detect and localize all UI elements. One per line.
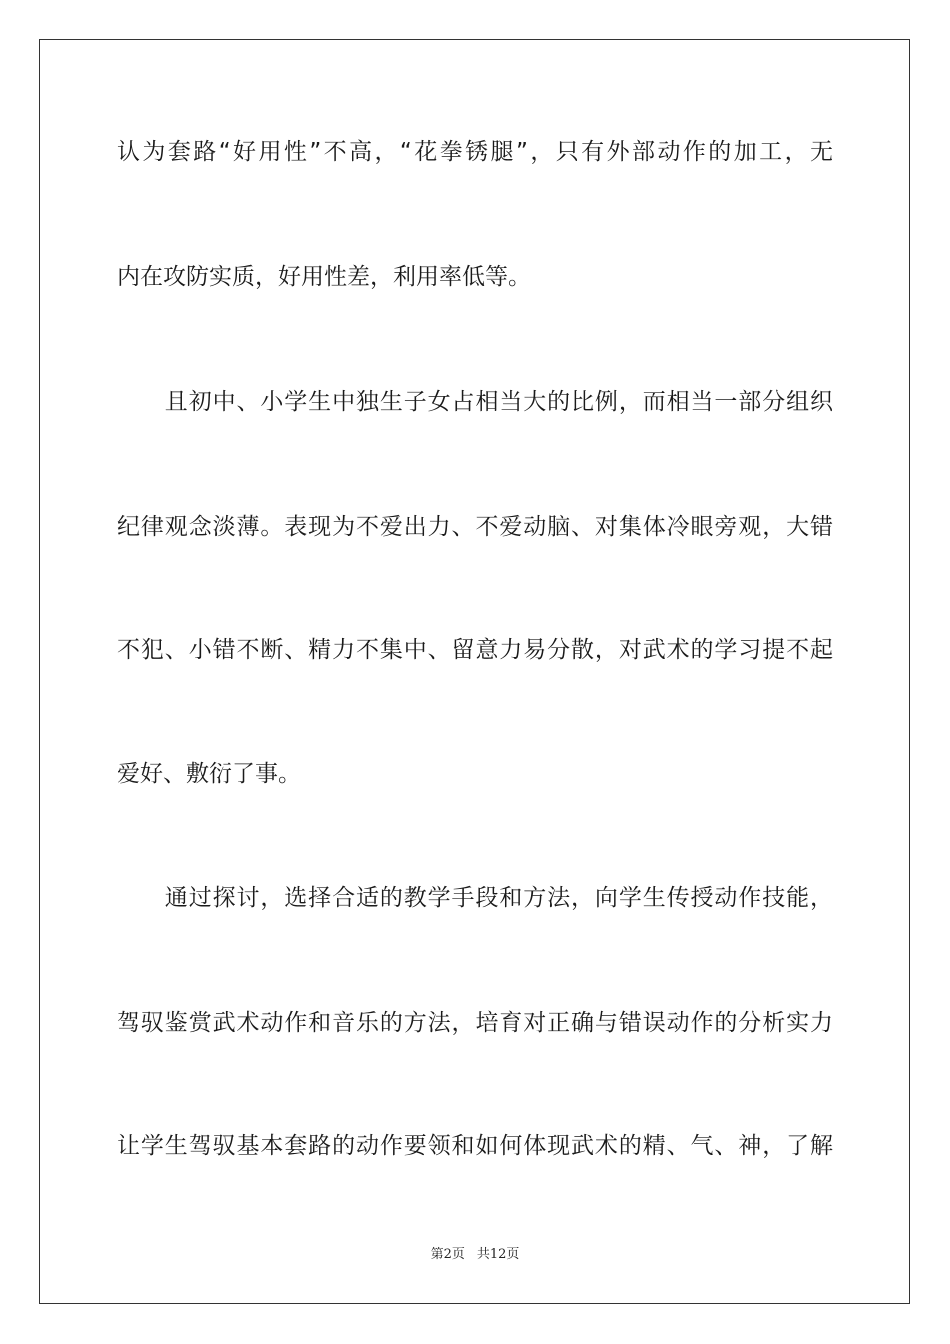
- text-line-3: 且初中、小学生中独生子女占相当大的比例，而相当一部分组织: [117, 389, 833, 415]
- text-line-8: 驾驭鉴赏武术动作和音乐的方法，培育对正确与错误动作的分析实力: [117, 1010, 833, 1036]
- text-line-2: 内在攻防实质，好用性差，利用率低等。: [117, 264, 531, 290]
- page-border: [39, 39, 910, 1304]
- text-line-5: 不犯、小错不断、精力不集中、留意力易分散，对武术的学习提不起: [117, 637, 833, 663]
- page-total: 共12页: [476, 1247, 520, 1262]
- text-line-7: 通过探讨，选择合适的教学手段和方法，向学生传授动作技能，: [117, 885, 833, 911]
- text-line-1: 认为套路“好用性”不高，“花拳锈腿”，只有外部动作的加工，无: [117, 139, 833, 165]
- text-line-4: 纪律观念淡薄。表现为不爱出力、不爱动脑、对集体冷眼旁观，大错: [117, 514, 833, 540]
- text-line-6: 爱好、敷衍了事。: [117, 761, 301, 787]
- page-footer: [0, 1246, 950, 1264]
- page-number: 第2页: [430, 1247, 465, 1262]
- text-line-9: 让学生驾驭基本套路的动作要领和如何体现武术的精、气、神，了解: [117, 1133, 833, 1159]
